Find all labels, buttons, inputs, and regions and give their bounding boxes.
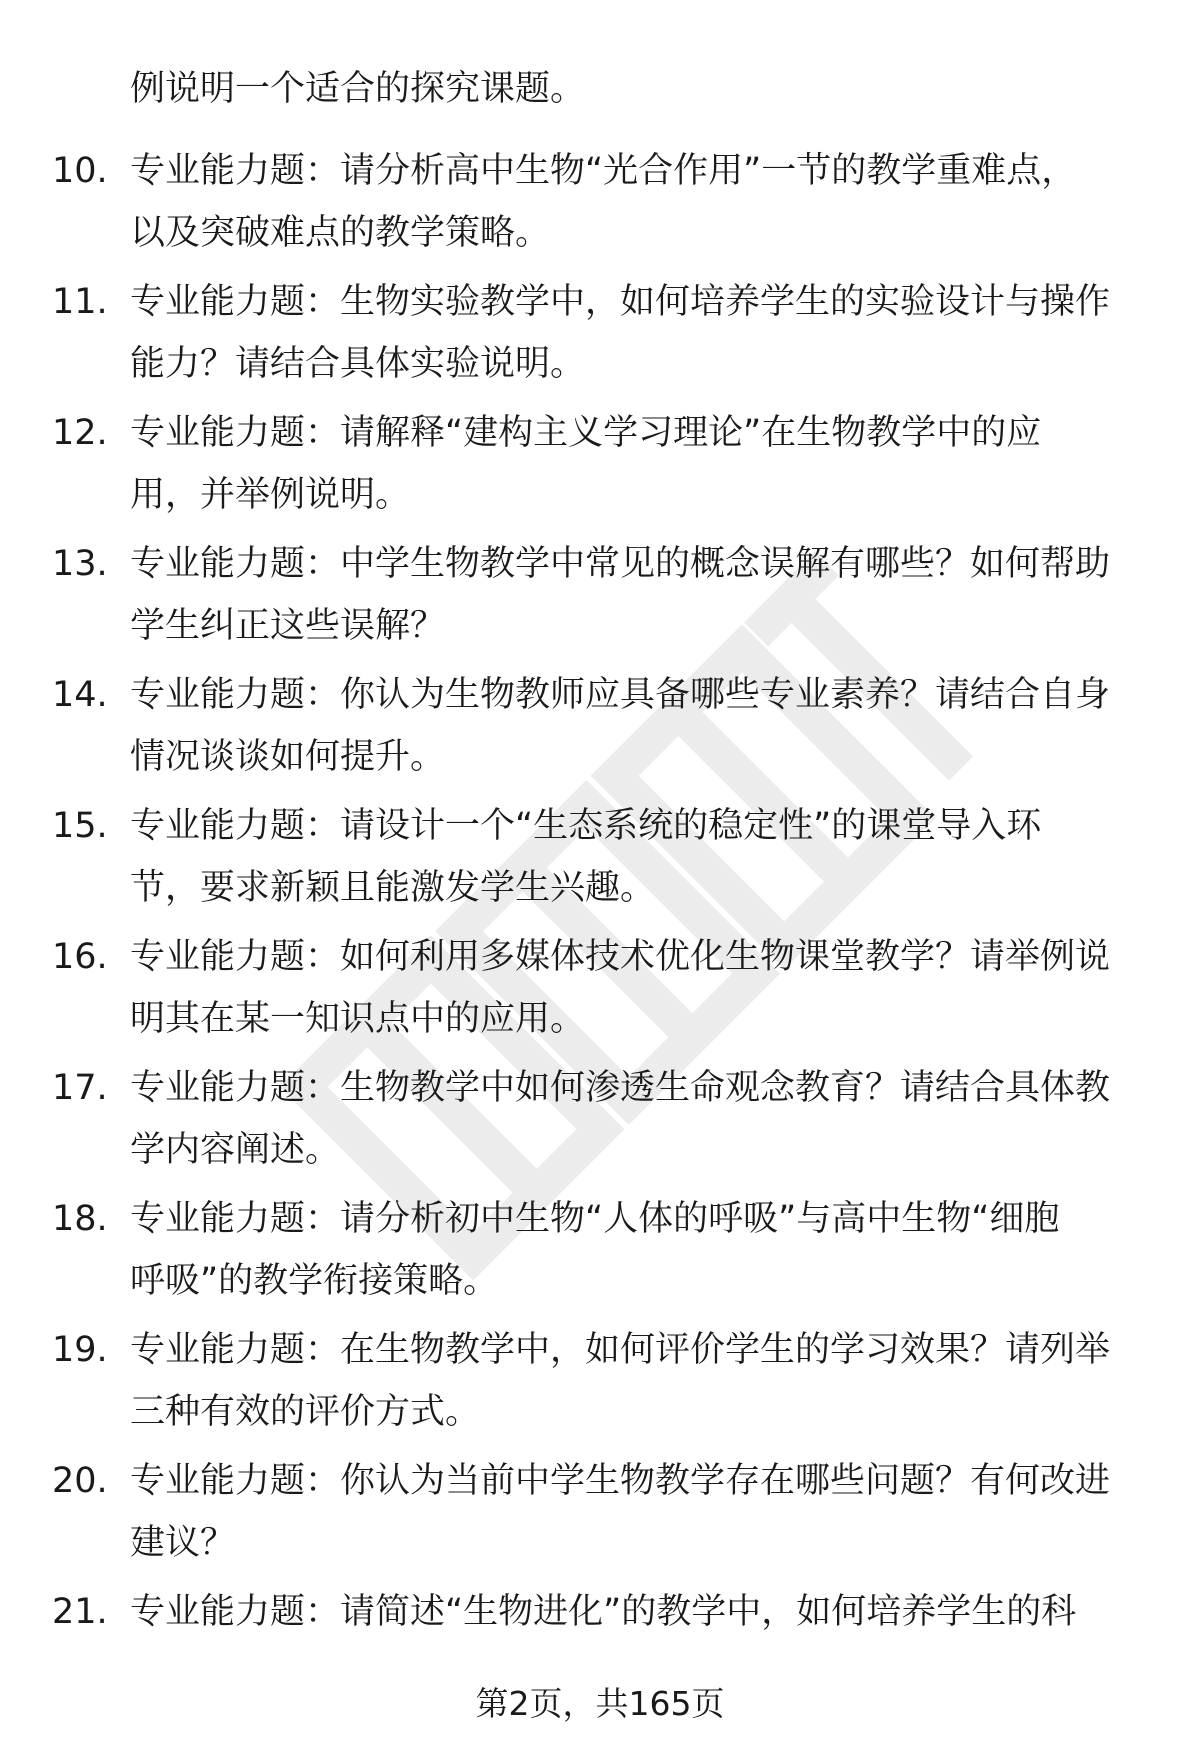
question-line: 专业能力题：请设计一个“生态系统的稳定性”的课堂导入环 — [130, 806, 1042, 846]
question-number: 18. — [52, 1199, 108, 1239]
question-line: 呼吸”的教学衔接策略。 — [130, 1261, 499, 1301]
question-line: 三种有效的评价方式。 — [130, 1392, 481, 1432]
question-text — [130, 795, 1162, 919]
question-number: 11. — [52, 282, 108, 322]
question-number: 10. — [52, 151, 108, 191]
question-line: 用，并举例说明。 — [130, 475, 411, 515]
question-text — [130, 271, 1162, 395]
question-text — [130, 664, 1162, 788]
question-number: 14. — [52, 675, 108, 715]
question-line: 学内容阐述。 — [130, 1130, 341, 1170]
question-item — [52, 1450, 1162, 1581]
question-item — [52, 533, 1162, 664]
question-line: 专业能力题：如何利用多媒体技术优化生物课堂教学？请举例说 — [130, 937, 1111, 977]
question-text — [130, 926, 1162, 1050]
question-line: 能力？请结合具体实验说明。 — [130, 344, 586, 384]
question-item — [52, 140, 1162, 271]
question-line: 明其在某一知识点中的应用。 — [130, 999, 586, 1039]
continuation-line: 例说明一个适合的探究课题。 — [130, 69, 586, 109]
question-item — [52, 1057, 1162, 1188]
question-number: 16. — [52, 937, 108, 977]
question-text — [130, 1319, 1162, 1443]
question-line: 建议？ — [130, 1523, 236, 1563]
question-line: 以及突破难点的教学策略。 — [130, 213, 551, 253]
question-item — [52, 664, 1162, 795]
question-number: 17. — [52, 1068, 108, 1108]
question-item — [52, 402, 1162, 533]
question-line: 专业能力题：中学生物教学中常见的概念误解有哪些？如何帮助 — [130, 544, 1111, 584]
question-line: 学生纠正这些误解？ — [130, 606, 446, 646]
question-text — [130, 402, 1162, 526]
question-number: 21. — [52, 1592, 108, 1632]
question-text — [130, 1057, 1162, 1181]
question-line: 专业能力题：请解释“建构主义学习理论”在生物教学中的应 — [130, 413, 1042, 453]
question-line: 情况谈谈如何提升。 — [130, 737, 446, 777]
question-number: 20. — [52, 1461, 108, 1501]
question-line: 专业能力题：请简述“生物进化”的教学中，如何培养学生的科 — [130, 1592, 1077, 1632]
question-number: 13. — [52, 544, 108, 584]
question-text — [130, 1450, 1162, 1574]
question-line: 专业能力题：在生物教学中，如何评价学生的学习效果？请列举 — [130, 1330, 1111, 1370]
question-item — [52, 1188, 1162, 1319]
question-number: 12. — [52, 413, 108, 453]
question-number: 19. — [52, 1330, 108, 1370]
question-line: 专业能力题：请分析初中生物“人体的呼吸”与高中生物“细胞 — [130, 1199, 1060, 1239]
question-text — [130, 140, 1162, 264]
question-line: 节，要求新颖且能激发学生兴趣。 — [130, 868, 656, 908]
question-text — [130, 1188, 1162, 1312]
question-line: 专业能力题：你认为当前中学生物教学存在哪些问题？有何改进 — [130, 1461, 1111, 1501]
question-line: 专业能力题：请分析高中生物“光合作用”一节的教学重难点， — [130, 151, 1077, 191]
question-text — [130, 1581, 1162, 1643]
question-line: 专业能力题：生物实验教学中，如何培养学生的实验设计与操作 — [130, 282, 1111, 322]
question-list — [52, 140, 1162, 1712]
question-number: 15. — [52, 806, 108, 846]
page-footer: 第2页，共165页 — [475, 1684, 725, 1723]
question-item — [52, 795, 1162, 926]
question-item — [52, 926, 1162, 1057]
question-line: 专业能力题：你认为生物教师应具备哪些专业素养？请结合自身 — [130, 675, 1111, 715]
question-item — [52, 1319, 1162, 1450]
question-line: 专业能力题：生物教学中如何渗透生命观念教育？请结合具体教 — [130, 1068, 1111, 1108]
question-text — [130, 533, 1162, 657]
question-item — [52, 271, 1162, 402]
